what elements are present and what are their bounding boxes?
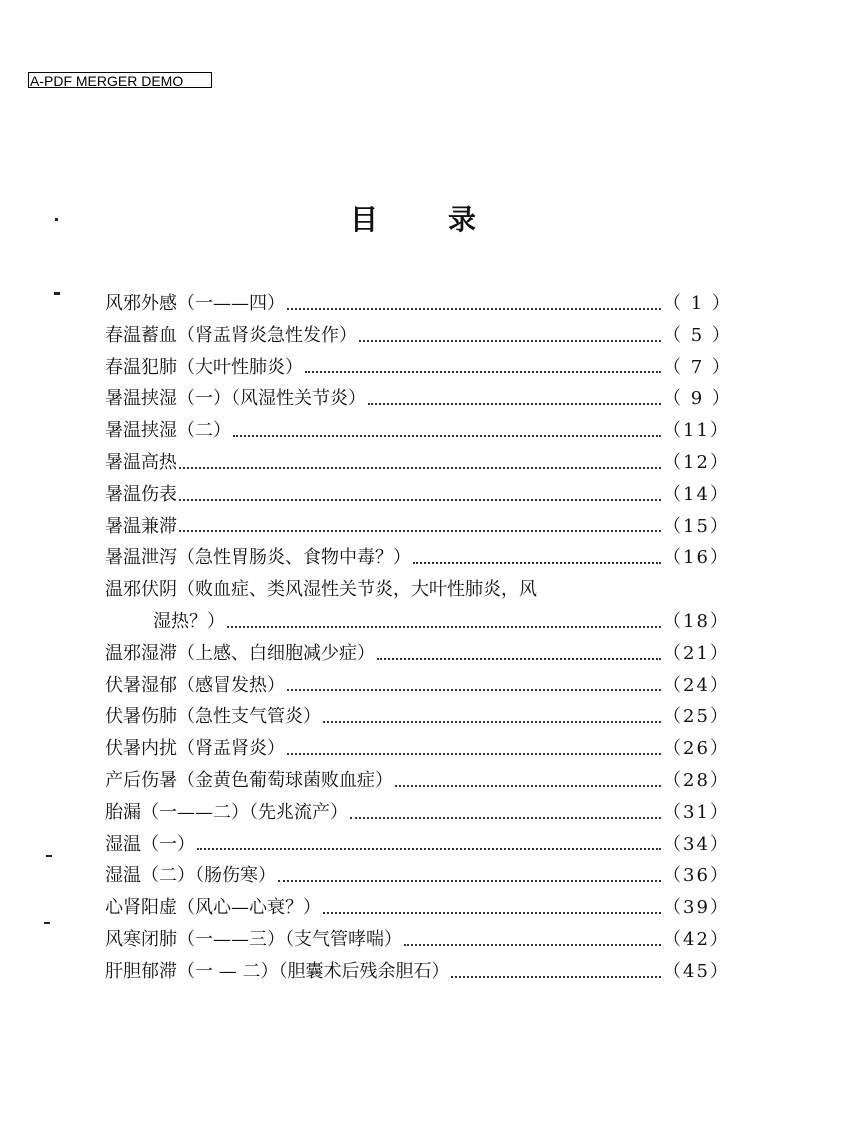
toc-entry[interactable]	[105, 829, 730, 861]
scan-speck	[46, 855, 52, 857]
toc-entry[interactable]	[105, 383, 732, 415]
toc-entry-page: （11）	[663, 420, 730, 442]
dot-leader	[323, 721, 661, 723]
toc-entry-page: （ 1 ）	[663, 293, 732, 314]
toc-entry-label: 暑温挟湿（二）	[105, 420, 231, 442]
toc-entry-label: 温邪湿滞（上感、白细胞减少症）	[105, 642, 375, 664]
toc-entry-page: （28）	[663, 769, 730, 791]
dot-leader	[368, 403, 661, 405]
dot-leader	[233, 435, 661, 437]
toc-entry-page: （25）	[663, 706, 730, 728]
toc-entry[interactable]	[105, 701, 730, 733]
toc-entry-label: 温邪伏阴（败血症、类风湿性关节炎，大叶性肺炎，风	[105, 579, 537, 601]
toc-entry[interactable]	[105, 511, 730, 543]
toc-entry[interactable]	[105, 733, 730, 765]
dot-leader	[395, 785, 661, 787]
toc-entry-page: （ 5 ）	[663, 324, 732, 346]
toc-entry[interactable]	[105, 320, 732, 352]
toc-entry-page: （34）	[663, 833, 730, 855]
toc-entry-page: （42）	[663, 928, 730, 950]
toc-entry-page: （21）	[663, 642, 730, 664]
scan-speck	[54, 292, 60, 295]
toc-entry[interactable]	[105, 638, 730, 670]
toc-entry-continuation[interactable]	[105, 606, 730, 638]
dot-leader	[287, 689, 661, 691]
toc-entry-label: 伏暑伤肺（急性支气管炎）	[105, 706, 321, 728]
toc-entry-label: 暑温高热	[105, 451, 177, 473]
toc-entry[interactable]	[105, 670, 730, 702]
toc-entry[interactable]	[105, 542, 730, 574]
toc-entry-label: 春温犯肺（大叶性肺炎）	[105, 356, 303, 378]
dot-leader	[377, 658, 661, 660]
dot-leader	[323, 912, 661, 914]
dot-leader	[227, 626, 661, 628]
toc-entry-label: 湿温（二）（肠伤寒）	[105, 865, 276, 887]
toc-entry[interactable]	[105, 447, 730, 479]
toc-entry[interactable]	[105, 765, 730, 797]
toc-entry[interactable]	[105, 797, 730, 829]
toc-entry-page: （14）	[663, 483, 730, 505]
toc-entry[interactable]	[105, 892, 730, 924]
toc-entry[interactable]	[105, 860, 730, 892]
toc-entry-page: （12）	[663, 451, 730, 473]
toc-entry-label: 风邪外感（一——四）	[105, 293, 285, 314]
toc-entry-page: （ 7 ）	[663, 356, 732, 378]
toc-entry-label: 胎漏（一——二）（先兆流产）	[105, 801, 348, 823]
toc-entry-label: 心肾阳虚（风心—心衰？）	[105, 897, 321, 919]
toc-entry[interactable]	[105, 415, 730, 447]
dot-leader	[451, 976, 661, 978]
toc-entry-page: （31）	[663, 801, 730, 823]
dot-leader	[197, 848, 661, 850]
toc-entry-page: （24）	[663, 674, 730, 696]
toc-entry[interactable]	[105, 574, 725, 606]
dot-leader	[179, 467, 661, 469]
toc-entry-label: 伏暑湿郁（感冒发热）	[105, 674, 285, 696]
toc-entry[interactable]	[105, 352, 732, 384]
demo-watermark: A-PDF MERGER DEMO	[28, 72, 212, 88]
page-title-char-1: 目	[350, 203, 379, 236]
dot-leader	[350, 817, 661, 819]
dot-leader	[359, 340, 661, 342]
toc-entry-label: 春温蓄血（肾盂肾炎急性发作）	[105, 324, 357, 346]
toc-entry-page: （26）	[663, 738, 730, 760]
dot-leader	[278, 880, 661, 882]
dot-leader	[287, 308, 661, 310]
page-title-char-2: 录	[448, 203, 477, 236]
toc-entry-label: 湿温（一）	[105, 833, 195, 855]
scan-speck	[55, 218, 58, 221]
dot-leader	[305, 371, 661, 373]
toc-entry-label: 伏暑内扰（肾盂肾炎）	[105, 738, 285, 760]
dot-leader	[287, 753, 661, 755]
toc-entry-page: （39）	[663, 897, 730, 919]
toc-entry-label: 暑温伤表	[105, 483, 177, 505]
toc-entry-page: （15）	[663, 515, 730, 537]
toc-entry[interactable]	[105, 479, 730, 511]
toc-entry-page: （ 9 ）	[663, 388, 732, 410]
dot-leader	[179, 499, 661, 501]
dot-leader	[179, 530, 661, 532]
toc-entry-page: （18）	[663, 610, 730, 632]
toc-entry-label: 肝胆郁滞（一 — 二）（胆囊术后残余胆石）	[105, 960, 450, 982]
toc-entry-label: 暑温泄泻（急性胃肠炎、食物中毒？）	[105, 547, 411, 569]
toc-entry-page: （45）	[663, 960, 730, 982]
toc-entry[interactable]	[105, 924, 730, 956]
toc-entry-label: 产后伤暑（金黄色葡萄球菌败血症）	[105, 769, 393, 791]
table-of-contents	[105, 288, 732, 988]
toc-entry-label-continued: 湿热？）	[153, 610, 225, 632]
toc-entry[interactable]	[105, 288, 732, 320]
dot-leader	[404, 944, 661, 946]
dot-leader	[413, 562, 661, 564]
toc-entry-label: 风寒闭肺（一——三）（支气管哮喘）	[105, 928, 402, 950]
toc-entry-label: 暑温兼滞	[105, 515, 177, 537]
toc-entry-page: （36）	[663, 865, 730, 887]
toc-entry-page: （16）	[663, 547, 730, 569]
scan-speck	[44, 922, 50, 924]
toc-entry[interactable]	[105, 956, 730, 988]
toc-entry-label: 暑温挟湿（一）（风湿性关节炎）	[105, 388, 366, 410]
